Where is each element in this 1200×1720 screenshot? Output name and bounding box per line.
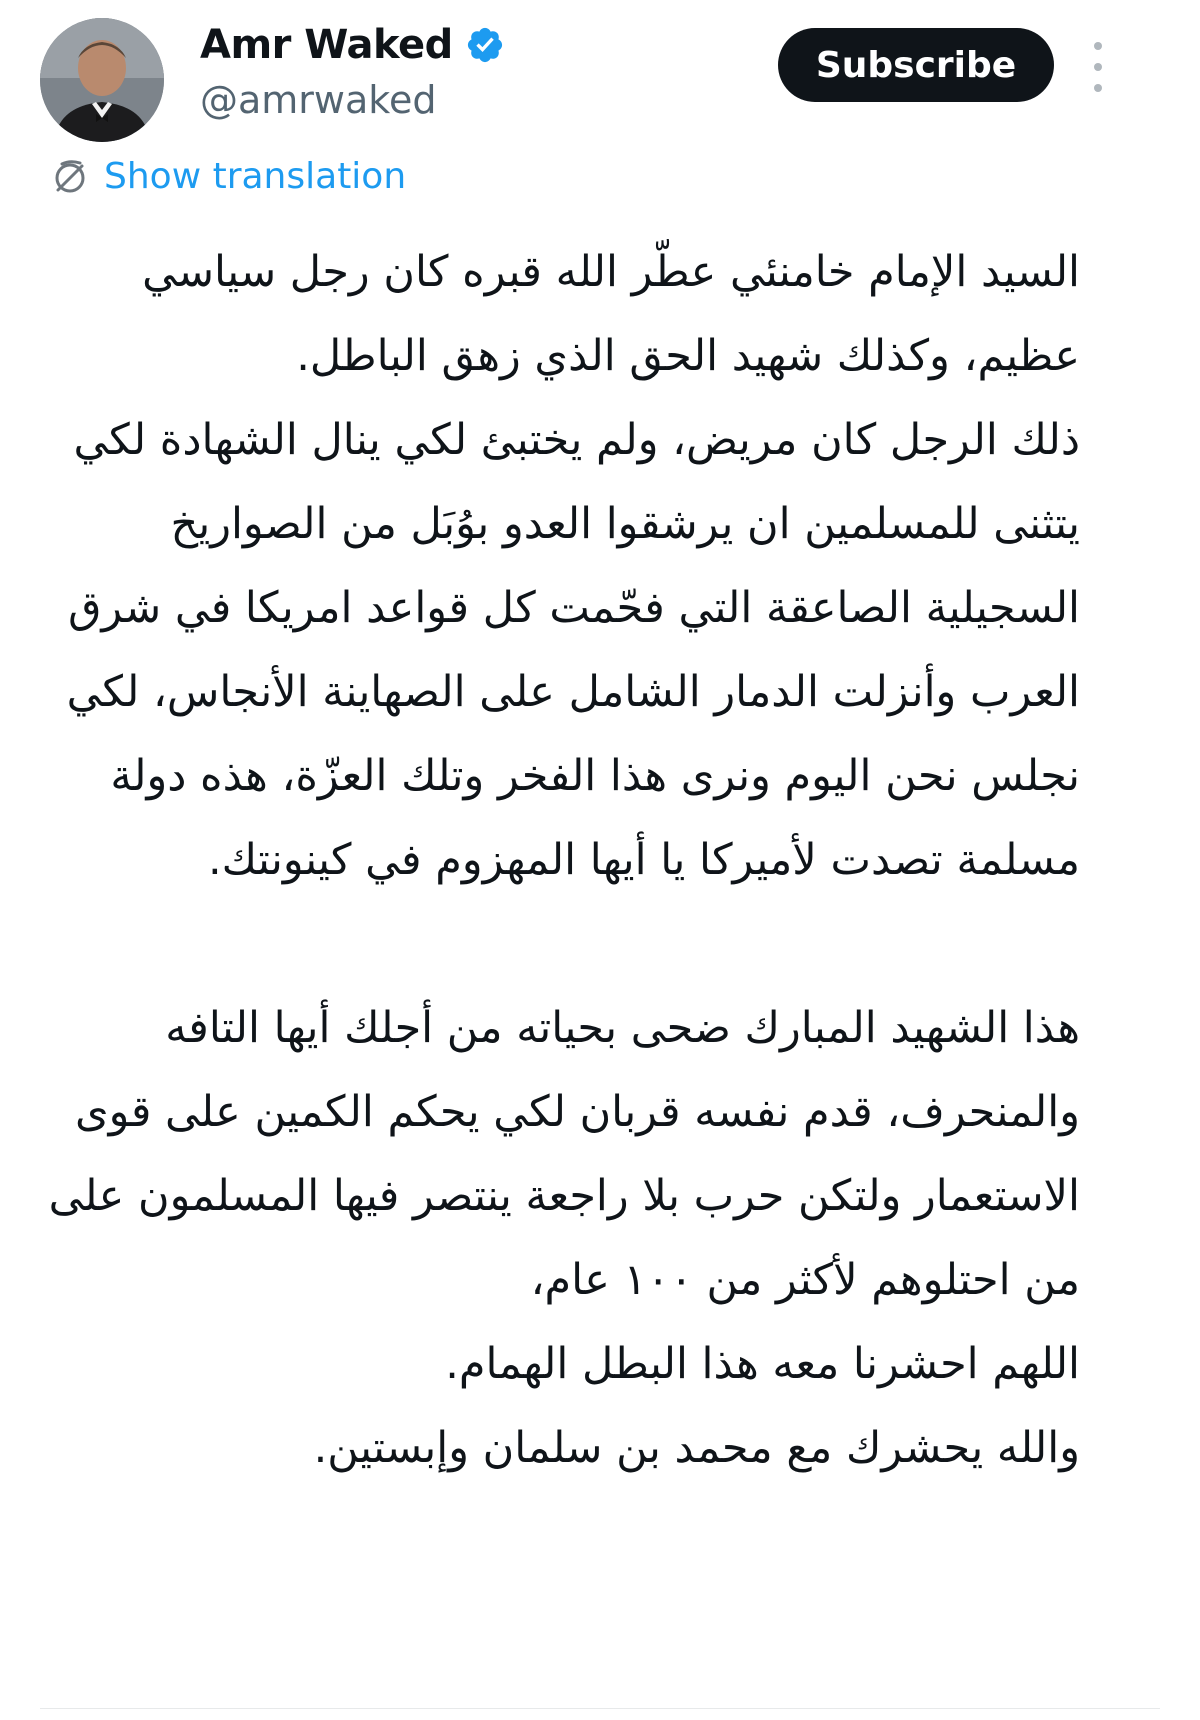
paragraph-spacer	[40, 902, 1080, 986]
profile-photo-icon	[40, 18, 164, 142]
show-translation-link[interactable]	[50, 156, 406, 197]
tweet-text	[40, 230, 1080, 1490]
tweet-paragraph: ذلك الرجل كان مريض، ولم يختبئ لكي ينال الشهادة لكي يتثنى للمسلمين ان يرشقوا العدو بوُبَل من الصواريخ السجيلية الصاعقة التي فحّمت كل قواعد امريكا في شرق العرب وأنزلت الدمار الشامل على الصهاينة الأنجاس، لكي نجلس نحن اليوم ونرى هذا الفخر وتلك العزّة، هذه دولة مسلمة تصدت لأميركا يا أيها المهزوم في كينونتك.	[66, 415, 1080, 885]
author-names	[200, 16, 505, 122]
vertical-ellipsis-icon[interactable]	[1088, 42, 1108, 92]
dot	[1094, 84, 1102, 92]
dot	[1094, 42, 1102, 50]
translate-icon	[50, 157, 90, 197]
tweet-paragraph: هذا الشهيد المبارك ضحى بحياته من أجلك أيها التافه والمنحرف، قدم نفسه قربان لكي يحكم الكمين على قوى الاستعمار ولتكن حرب بلا راجعة ينتصر فيها المسلمون على من احتلوهم لأكثر من ١٠٠ عام،	[48, 1003, 1080, 1305]
tweet-paragraph: اللهم احشرنا معه هذا البطل الهمام.	[445, 1339, 1080, 1389]
tweet-header	[40, 16, 1160, 146]
verified-badge-icon[interactable]	[465, 25, 505, 65]
subscribe-button[interactable]: Subscribe	[778, 28, 1054, 102]
tweet-paragraph: السيد الإمام خامنئي عطّر الله قبره كان رجل سياسي عظيم، وكذلك شهيد الحق الذي زهق الباطل.	[142, 247, 1080, 381]
avatar[interactable]	[40, 18, 164, 142]
divider	[40, 1708, 1160, 1709]
tweet-paragraph: والله يحشرك مع محمد بن سلمان وإبستين.	[313, 1423, 1080, 1473]
user-handle[interactable]: @amrwaked	[200, 78, 437, 122]
display-name[interactable]: Amr Waked	[200, 22, 453, 68]
display-name-row	[200, 16, 505, 74]
show-translation-label: Show translation	[104, 156, 407, 197]
dot	[1094, 63, 1102, 71]
